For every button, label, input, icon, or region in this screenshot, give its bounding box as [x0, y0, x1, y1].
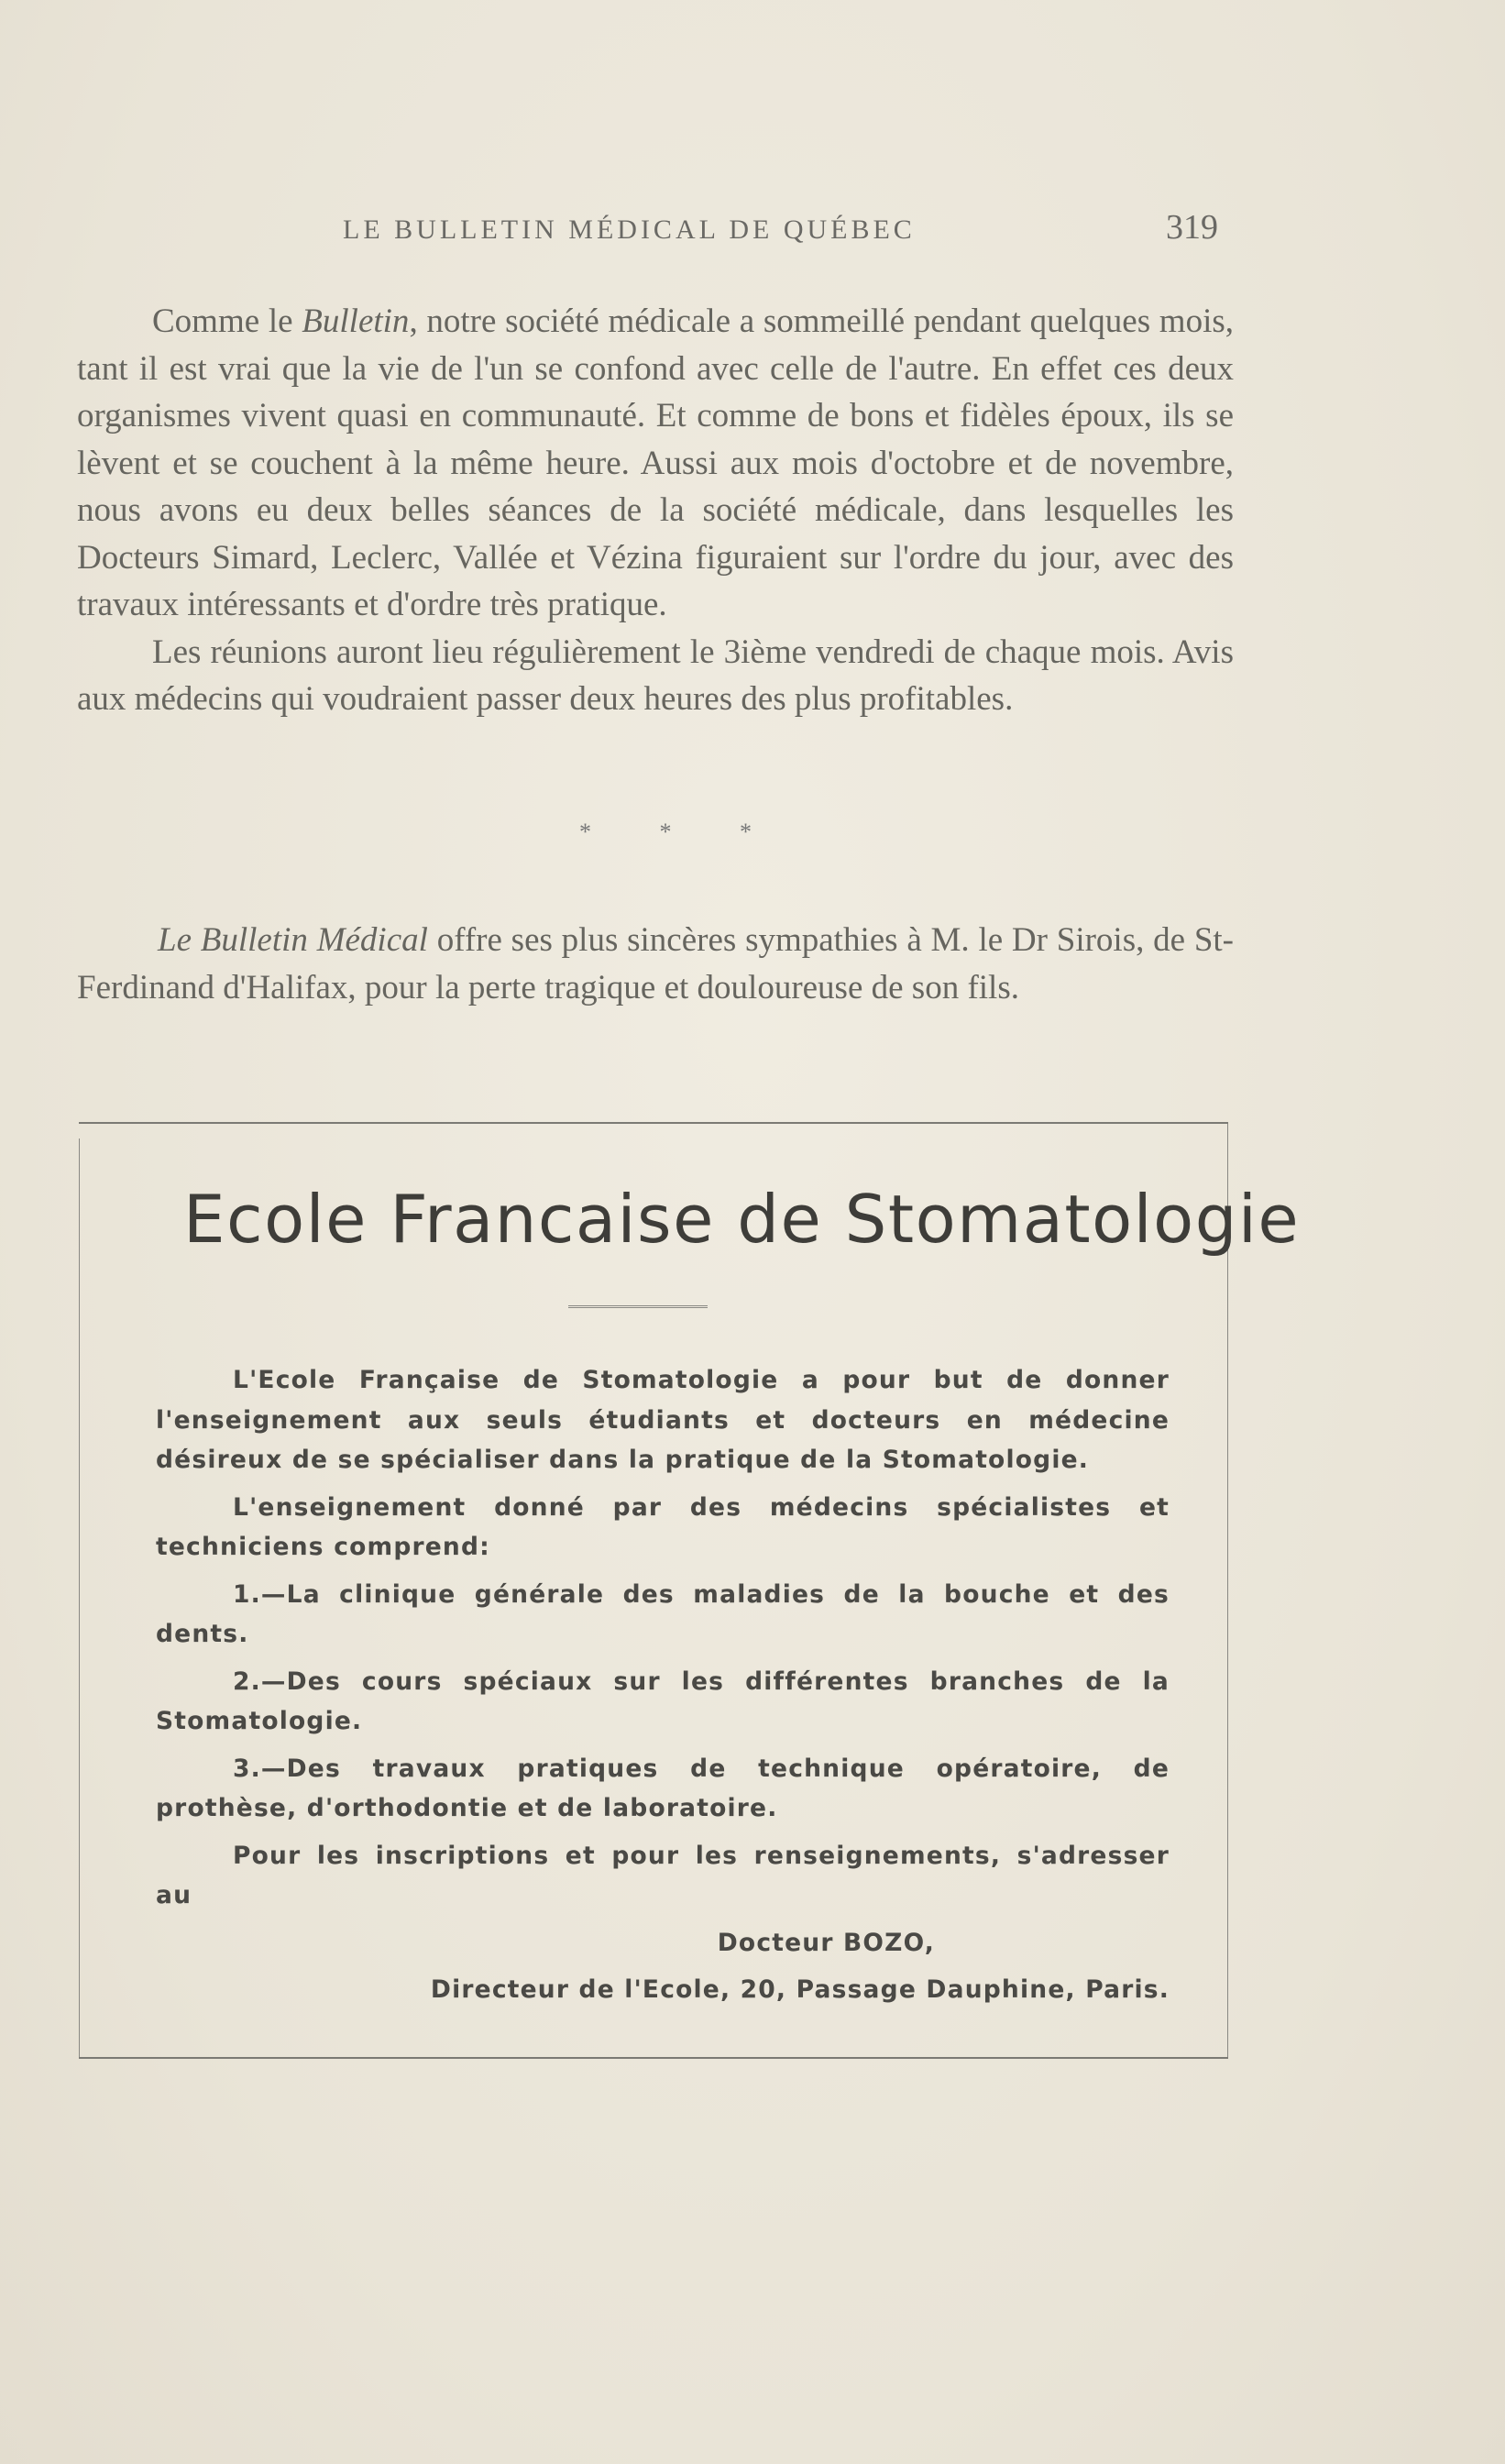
ad-item-1: 1.—La clinique générale des maladies de la bouche et des dents.: [156, 1579, 1170, 1648]
ad-title: Ecole Francaise de Stomatologie: [183, 1181, 1301, 1258]
ad-contact: Pour les inscriptions et pour les renseignements, s'adresser au: [156, 1841, 1170, 1909]
bulletin-medical-italic: Le Bulletin Médical: [158, 921, 428, 959]
ad-body: [156, 1360, 1170, 2018]
sympathy-paragraph: [77, 917, 1234, 1011]
article-paragraph-1: [77, 298, 1234, 629]
bulletin-italic: Bulletin: [302, 302, 410, 340]
ad-item-2: 2.—Des cours spéciaux sur les différentes branches de la Stomatologie.: [156, 1666, 1170, 1735]
ad-item-3: 3.—Des travaux pratiques de technique opératoire, de prothèse, d'orthodontie et de laboratoire.: [156, 1754, 1170, 1822]
ad-signature-name: Docteur BOZO,: [717, 1928, 935, 1957]
page-number: 319: [1166, 208, 1218, 247]
running-title: LE BULLETIN MÉDICAL DE QUÉBEC: [343, 214, 916, 245]
sympathy-text: offre ses plus sincères sympathies à M. le Dr Sirois, de St-Ferdinand d'Halifax, pour la perte tragique et douloureuse de son fils.: [77, 921, 1234, 1006]
article-text: [77, 298, 1234, 723]
box-left-border: [79, 1138, 80, 2057]
ad-signature-address: Directeur de l'Ecole, 20, Passage Dauphine, Paris.: [430, 1975, 1170, 2004]
p1-after: , notre société médicale a sommeillé pendant quelques mois, tant il est vrai que la vie de l'un se confond avec celle de l'autre. En effet ces deux organismes vivent quasi en communauté. Et comme de bons et fidèles époux, ils se lèvent et se couchent à la même heure. Aussi aux mois d'octobre et de novembre, nous avons eu deux belles séances de la société médicale, dans lesquelles les Docteurs Simard, Leclerc, Vallée et Vézina figuraient sur l'ordre du jour, avec des travaux intéressants et d'ordre très pratique.: [77, 302, 1234, 623]
box-right-border: [1227, 1124, 1228, 2057]
section-separator: * * *: [579, 819, 783, 845]
ad-intro: L'Ecole Française de Stomatologie a pour but de donner l'enseignement aux seuls étudiants et docteurs en médecine désireux de se spécialiser dans la pratique de la Stomatologie.: [156, 1366, 1170, 1474]
ad-title-rule: [568, 1305, 708, 1308]
ad-lead: L'enseignement donné par des médecins spécialistes et techniciens comprend:: [156, 1492, 1170, 1561]
article-paragraph-2: Les réunions auront lieu régulièrement le 3ième vendredi de chaque mois. Avis aux médecins qui voudraient passer deux heures des plus profitables.: [77, 632, 1234, 718]
sympathy-notice: [77, 917, 1234, 1011]
page-header: [0, 204, 1505, 258]
advertisement-box: [79, 1122, 1301, 2059]
p1-before: Comme le: [152, 302, 302, 340]
